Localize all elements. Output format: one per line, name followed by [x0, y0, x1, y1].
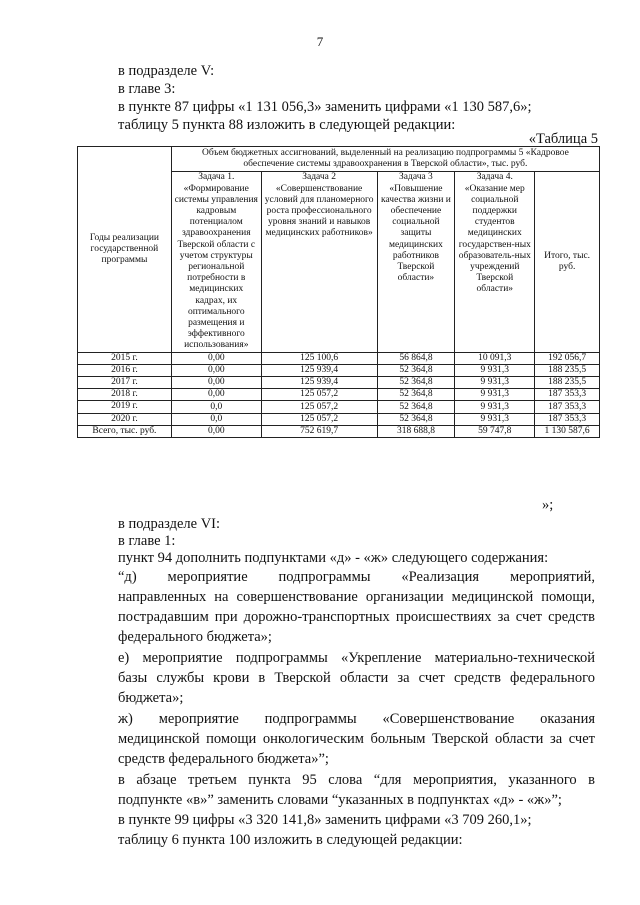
section6-line-3: пункт 94 дополнить подпунктами «д» - «ж» следующего содержания:: [118, 550, 549, 566]
para-95-line-1: в абзаце третьем пункта 95 слова “для мероприятия, указанного в: [118, 772, 595, 788]
table-caption: «Таблица 5: [528, 131, 598, 147]
cell-total: 187 353,3: [535, 401, 600, 413]
cell-task-2: 125 939,4: [261, 377, 377, 389]
para-zh-line-2: медицинской помощи онкологическим больным Тверской области за счет: [118, 731, 595, 747]
cell-task-3: 52 364,8: [377, 364, 455, 376]
table-row: [78, 413, 600, 425]
para-99: в пункте 99 цифры «3 320 141,8» заменить цифрами «3 709 260,1»;: [118, 812, 532, 828]
cell-task-3: 318 688,8: [377, 425, 455, 437]
cell-task-2: 125 100,6: [261, 352, 377, 364]
row-year: 2016 г.: [78, 364, 172, 376]
col-header-task-3: Задача 3 «Повышение качества жизни и обеспечение социальной защиты медицинских работников Тверской области»: [377, 172, 455, 352]
col-header-task-4: Задача 4. «Оказание мер социальной поддержки студентов медицинских государствен-ных образователь-ных учреждений Тверской области»: [455, 172, 535, 352]
cell-total: 1 130 587,6: [535, 425, 600, 437]
row-year: 2018 г.: [78, 389, 172, 401]
table-row: [78, 401, 600, 413]
cell-task-4: 9 931,3: [455, 413, 535, 425]
col-header-task-1: Задача 1. «Формирование системы управления кадровым потенциалом здравоохранения Тверской области с учетом структуры региональной потребности в медицинских кадрах, их оптимального размещения и эффективного использования»: [171, 172, 261, 352]
cell-task-1: 0,00: [171, 425, 261, 437]
section6-line-1: в подразделе VI:: [118, 516, 221, 532]
intro-line-3: в пункте 87 цифры «1 131 056,3» заменить цифрами «1 130 587,6»;: [118, 99, 532, 115]
budget-table: [77, 146, 600, 438]
cell-task-2: 125 939,4: [261, 364, 377, 376]
cell-task-3: 52 364,8: [377, 377, 455, 389]
table-end-quote: »;: [542, 497, 554, 513]
cell-task-2: 125 057,2: [261, 413, 377, 425]
cell-total: 187 353,3: [535, 389, 600, 401]
table-header-top: Объем бюджетных ассигнований, выделенный на реализацию подпрограммы 5 «Кадровое обеспечение системы здравоохранения в Тверской области», тыс. руб.: [171, 147, 599, 172]
table-row: [78, 389, 600, 401]
cell-task-4: 9 931,3: [455, 377, 535, 389]
para-zh-line-3: средств федерального бюджета»”;: [118, 751, 329, 767]
cell-total: 192 056,7: [535, 352, 600, 364]
intro-line-1: в подразделе V:: [118, 63, 215, 79]
page-number: 7: [316, 34, 324, 49]
cell-task-1: 0,00: [171, 364, 261, 376]
col-header-year: Годы реализации государственной программы: [78, 147, 172, 353]
para-d-line-4: федерального бюджета»;: [118, 629, 272, 645]
col-header-task-2: Задача 2 «Совершенствование условий для планомерного роста профессионального уровня знаний и навыков медицинских работников»: [261, 172, 377, 352]
cell-task-3: 52 364,8: [377, 389, 455, 401]
col-header-total: Итого, тыс. руб.: [535, 172, 600, 352]
cell-task-4: 9 931,3: [455, 389, 535, 401]
row-year: 2017 г.: [78, 377, 172, 389]
cell-task-2: 752 619,7: [261, 425, 377, 437]
cell-task-4: 9 931,3: [455, 364, 535, 376]
row-year: Всего, тыс. руб.: [78, 425, 172, 437]
row-year: 2020 г.: [78, 413, 172, 425]
para-d-line-3: пострадавшим при дорожно-транспортных происшествиях за счет средств: [118, 609, 595, 625]
cell-task-1: 0,00: [171, 377, 261, 389]
row-year: 2019 г.: [78, 401, 172, 413]
para-d-line-2: направленных на совершенствование организации медицинской помощи,: [118, 589, 595, 605]
para-e-line-3: бюджета»;: [118, 690, 184, 706]
cell-total: 187 353,3: [535, 413, 600, 425]
cell-task-4: 59 747,8: [455, 425, 535, 437]
cell-task-1: 0,0: [171, 413, 261, 425]
section6-line-2: в главе 1:: [118, 533, 176, 549]
intro-line-2: в главе 3:: [118, 81, 176, 97]
para-d-line-1: “д) мероприятие подпрограммы «Реализация мероприятий,: [118, 569, 595, 585]
row-year: 2015 г.: [78, 352, 172, 364]
cell-task-1: 0,0: [171, 401, 261, 413]
para-95-line-2: подпункте «в»” заменить словами “указанных в подпунктах «д» - «ж»”;: [118, 792, 562, 808]
cell-task-2: 125 057,2: [261, 401, 377, 413]
cell-task-3: 52 364,8: [377, 413, 455, 425]
cell-task-2: 125 057,2: [261, 389, 377, 401]
para-100: таблицу 6 пункта 100 изложить в следующей редакции:: [118, 832, 463, 848]
cell-total: 188 235,5: [535, 377, 600, 389]
para-zh-line-1: ж) мероприятие подпрограммы «Совершенствование оказания: [118, 711, 595, 727]
table-row-total: [78, 425, 600, 437]
cell-task-3: 52 364,8: [377, 401, 455, 413]
table-row: [78, 352, 600, 364]
table-row: [78, 377, 600, 389]
cell-task-3: 56 864,8: [377, 352, 455, 364]
cell-task-4: 9 931,3: [455, 401, 535, 413]
cell-task-1: 0,00: [171, 352, 261, 364]
para-e-line-2: базы службы крови в Тверской области за счет средств федерального: [118, 670, 595, 686]
intro-line-4: таблицу 5 пункта 88 изложить в следующей редакции:: [118, 117, 456, 133]
cell-task-1: 0,00: [171, 389, 261, 401]
cell-task-4: 10 091,3: [455, 352, 535, 364]
cell-total: 188 235,5: [535, 364, 600, 376]
para-e-line-1: е) мероприятие подпрограммы «Укрепление материально-технической: [118, 650, 595, 666]
table-row: [78, 364, 600, 376]
